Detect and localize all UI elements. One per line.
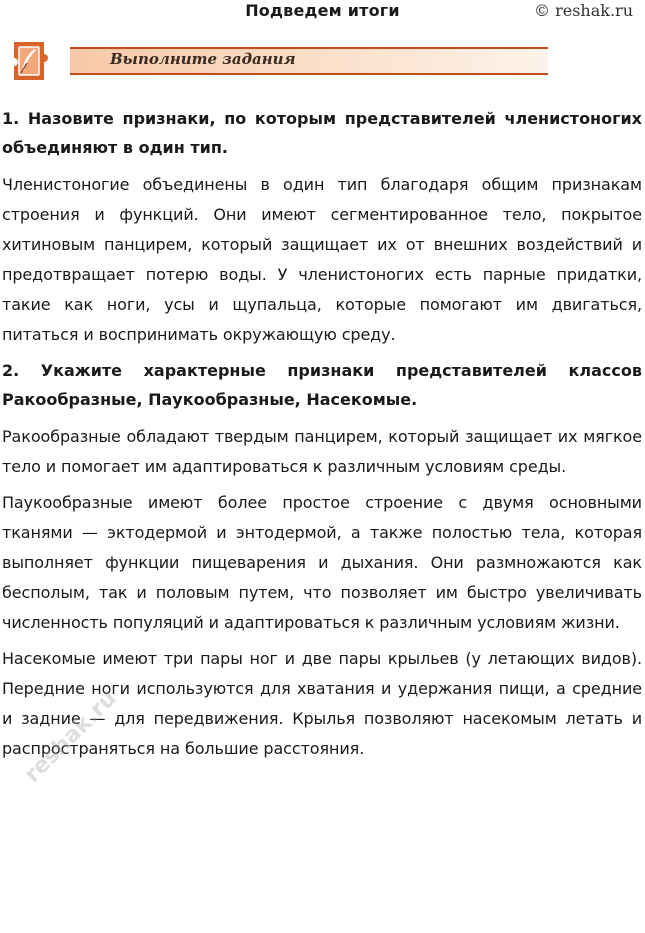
page-title: Подведем итоги — [245, 1, 400, 20]
question-1: 1. Назовите признаки, по которым представителей членистоногих объединяют в один тип. — [2, 109, 642, 157]
question-2: 2. Укажите характерные признаки представителей классов Ракообразные, Паукообразные, Насекомые. — [2, 361, 642, 409]
banner-label: Выполните задания — [110, 50, 296, 68]
quill-icon — [6, 38, 52, 84]
answer-2-crustaceans: Ракообразные обладают твердым панцирем, который защищает их мягкое тело и помогает им адаптироваться к различным условиям среды. — [2, 427, 642, 476]
answer-1: Членистоногие объединены в один тип благодаря общим признакам строения и функций. Они имеют сегментированное тело, покрытое хитиновым панцирем, который защищает их от внешних воздействий и предотвращает потерю воды. У членистоногих есть парные придатки, такие как ноги, усы и щупальца, которые помогают им двигаться, питаться и воспринимать окружающую среду. — [2, 175, 642, 344]
task-banner — [0, 38, 560, 84]
answer-2-insects: Насекомые имеют три пары ног и две пары крыльев (у летающих видов). Передние ноги используются для хватания и удержания пищи, а средние и задние — для передвижения. Крылья позволяют насекомым летать и распространяться на большие расстояния. — [2, 649, 642, 758]
answer-2-arachnids: Паукообразные имеют более простое строение с двумя основными тканями — эктодермой и энтодермой, а также полостью тела, которая выполняет функции пищеварения и дыхания. Они размножаются как бесполым, так и половым путем, что позволяет им быстро увеличивать численность популяций и адаптироваться к различным условиям жизни. — [2, 493, 642, 632]
content — [2, 104, 642, 764]
copyright-label[interactable]: © reshak.ru — [534, 1, 633, 20]
watermark: reshak.ru — [20, 685, 122, 788]
